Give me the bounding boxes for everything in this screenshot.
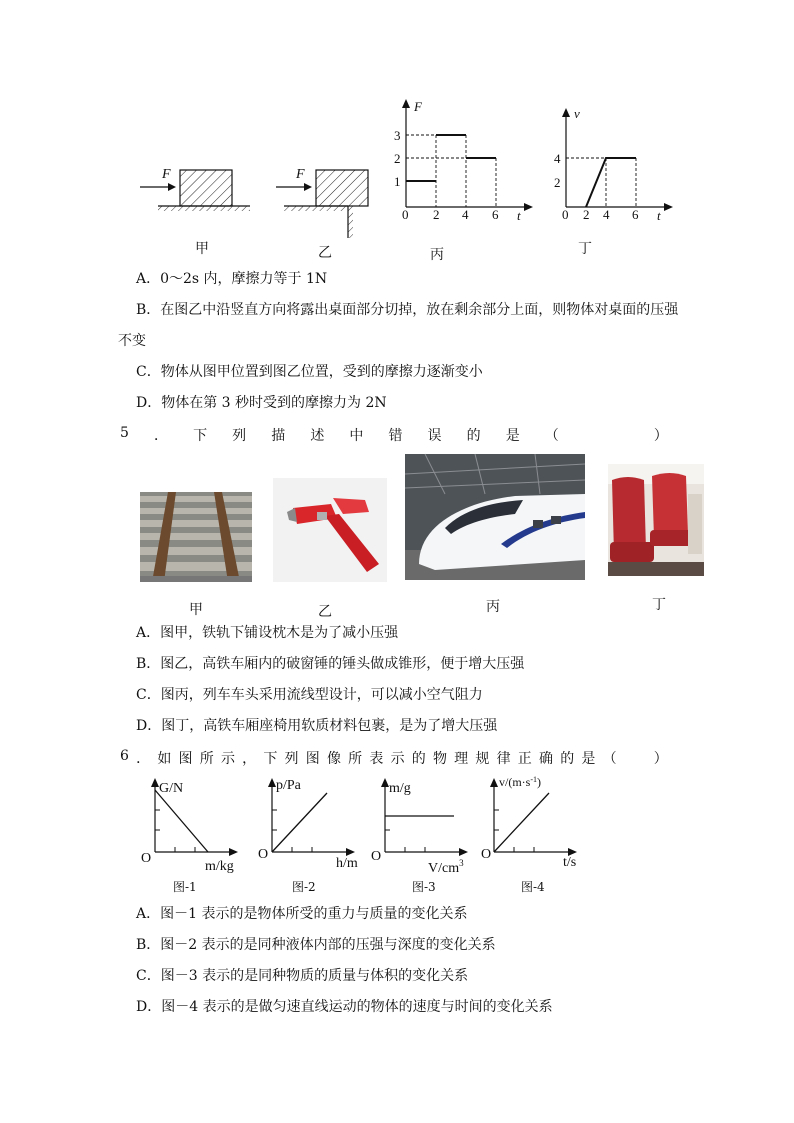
graph-4 [481, 775, 577, 870]
q4-option-a: A．0～2s 内，摩擦力等于 1N [136, 271, 328, 287]
svg-text:4: 4 [603, 207, 610, 222]
svg-text:G/N: G/N [159, 781, 184, 796]
graph-3-caption: 图-3 [412, 880, 436, 894]
svg-text:p/Pa: p/Pa [276, 778, 301, 793]
q5-caption-bing: 丙 [486, 599, 500, 615]
svg-text:v/(m·s-1): $v/(m\cdot s^{-1})$ [499, 775, 542, 789]
q5-option-c: C．图丙，列车车头采用流线型设计，可以减小空气阻力 [136, 687, 483, 703]
graph-1-caption: 图-1 [173, 880, 197, 894]
svg-text:V/cm3: $V/cm^3$ [428, 858, 464, 876]
caption-yi: 乙 [318, 245, 332, 261]
q4-option-b: B．在图乙中沿竖直方向将露出桌面部分切掉，放在剩余部分上面，则物体对桌面的压强 [136, 302, 679, 318]
svg-text:4: 4 [462, 207, 469, 222]
svg-text:v: v [574, 106, 580, 121]
q5-caption-yi: 乙 [318, 604, 332, 620]
svg-text:t: t [517, 208, 521, 223]
q6-option-d: D．图－4 表示的是做匀速直线运动的物体的速度与时间的变化关系 [136, 999, 553, 1015]
q5-stem: 5 ． 下 列 描 述 中 错 误 的 是 （ ） [120, 425, 668, 444]
q4-option-b-cont: 不变 [118, 333, 146, 349]
svg-text:m/g: m/g [389, 781, 411, 796]
svg-text:1: 1 [394, 174, 401, 189]
force-label: F [162, 167, 171, 182]
svg-text:2: 2 [433, 207, 440, 222]
graph-3 [371, 778, 468, 876]
q5-option-d: D．图丁，高铁车厢座椅用软质材料包裹，是为了增大压强 [136, 718, 498, 734]
svg-text:O: O [481, 847, 492, 862]
svg-text:3: 3 [394, 128, 401, 143]
q6-option-c: C．图－3 表示的是同种物质的质量与体积的变化关系 [136, 968, 469, 984]
q5-caption-ding: 丁 [652, 597, 666, 613]
svg-text:6: 6 [632, 207, 639, 222]
svg-text:2: 2 [583, 207, 590, 222]
svg-text:O: O [258, 847, 269, 862]
svg-text:F: F [414, 99, 422, 114]
svg-text:4: 4 [554, 151, 561, 166]
q5-option-a: A．图甲，铁轨下铺设枕木是为了减小压强 [136, 625, 399, 641]
svg-text:6: 6 [492, 207, 499, 222]
force-label: F [296, 167, 305, 182]
q4-option-d: D．物体在第 3 秒时受到的摩擦力为 2N [136, 395, 387, 411]
q5-option-b: B．图乙，高铁车厢内的破窗锤的锤头做成锥形，便于增大压强 [136, 656, 525, 672]
q4-option-c: C．物体从图甲位置到图乙位置，受到的摩擦力逐渐变小 [136, 364, 483, 380]
svg-text:t: t [657, 208, 661, 223]
graph-2 [258, 778, 358, 871]
q5-caption-jia: 甲 [189, 602, 203, 618]
graph-2-caption: 图-2 [292, 880, 316, 894]
svg-text:O: O [141, 851, 152, 866]
svg-text:2: 2 [394, 151, 401, 166]
caption-jia: 甲 [195, 241, 209, 257]
q6-stem: 6 ． 如 图 所 示 ， 下 列 图 像 所 表 示 的 物 理 规 律 正 确 的 是 （ ） [120, 748, 668, 767]
svg-text:0: 0 [562, 207, 569, 222]
svg-text:0: 0 [402, 207, 409, 222]
q6-option-a: A．图－1 表示的是物体所受的重力与质量的变化关系 [136, 906, 468, 922]
svg-text:m/kg: m/kg [205, 859, 234, 874]
svg-text:h/m: h/m [336, 856, 358, 871]
caption-ding: 丁 [578, 241, 592, 257]
graph-4-caption: 图-4 [521, 880, 545, 894]
svg-text:t/s: t/s [563, 855, 577, 870]
caption-bing: 丙 [430, 247, 444, 263]
q6-option-b: B．图－2 表示的是同种液体内部的压强与深度的变化关系 [136, 937, 496, 953]
svg-text:2: 2 [554, 175, 561, 190]
graph-1 [141, 778, 238, 874]
svg-text:O: O [371, 849, 382, 864]
